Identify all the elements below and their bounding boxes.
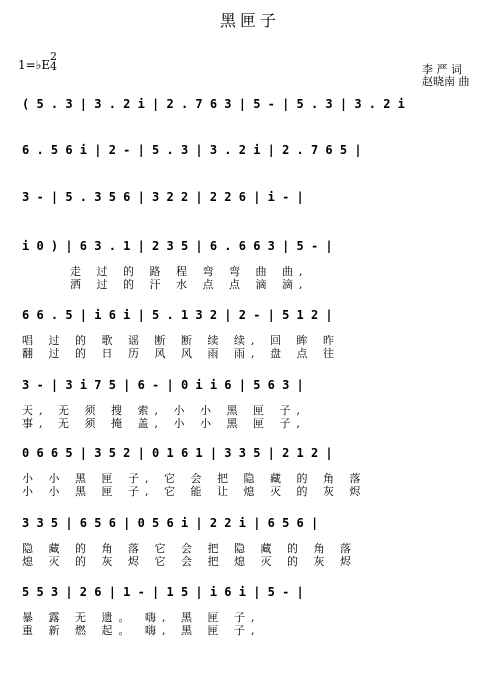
score-line [0, 446, 500, 502]
notation-row: i 0 ) | 6 3 . 1 | 2 3 5 | 6 . 6 6 3 | 5 - | [22, 239, 333, 253]
score-line [0, 378, 500, 434]
lyric-verse-2: 事, 无 须 掩 盖, 小 小 黑 匣 子, [22, 417, 306, 430]
score-line [0, 585, 500, 641]
lyric-verse-2: 洒 过 的 汗 水 点 点 滴 滴, [70, 278, 309, 291]
score-line [0, 308, 500, 364]
composer-credit: 赵晓南 曲 [422, 75, 470, 88]
lyric-verse-1: 隐 藏 的 角 落 它 会 把 隐 藏 的 角 落 [22, 542, 357, 555]
lyric-verse-2: 熄 灭 的 灰 烬 它 会 把 熄 灭 的 灰 烬 [22, 555, 357, 568]
notation-row: ( 5 . 3 | 3 . 2 i | 2 . 7 6 3 | 5 - | 5 . 3 | 3 . 2 i [22, 97, 405, 111]
score-line [0, 190, 500, 246]
notation-row: 6 6 . 5 | i 6 i | 5 . 1 3 2 | 2 - | 5 1 2 | [22, 308, 333, 322]
lyric-verse-1: 唱 过 的 歌 谣 断 断 续 续, 回 眸 昨 [22, 334, 340, 347]
notation-row: 3 - | 5 . 3 5 6 | 3 2 2 | 2 2 6 | i - | [22, 190, 304, 204]
score-line [0, 239, 500, 295]
lyric-verse-2: 翻 过 的 日 历 风 风 雨 雨, 盘 点 往 [22, 347, 340, 360]
time-signature [50, 52, 57, 72]
notation-row: 3 3 5 | 6 5 6 | 0 5 6 i | 2 2 i | 6 5 6 | [22, 516, 319, 530]
lyricist-credit: 李 严 词 [422, 63, 462, 76]
lyric-verse-1: 小 小 黑 匣 子, 它 会 把 隐 藏 的 角 落 [22, 472, 367, 485]
song-title: 黑匣子 [219, 11, 280, 30]
notation-row: 0 6 6 5 | 3 5 2 | 0 1 6 1 | 3 3 5 | 2 1 2 | [22, 446, 333, 460]
key-signature: 1=♭E [18, 58, 51, 72]
score-line [0, 516, 500, 572]
lyric-verse-1: 天, 无 须 搜 索, 小 小 黑 匣 子, [22, 404, 306, 417]
lyric-verse-2: 重 新 燃 起。 嗨, 黑 匣 子, [22, 624, 261, 637]
credits [422, 64, 470, 88]
lyric-verse-2: 小 小 黑 匣 子, 它 能 让 熄 灭 的 灰 烬 [22, 485, 367, 498]
lyric-verse-1: 暴 露 无 遗。 嗨, 黑 匣 子, [22, 611, 261, 624]
meter-bottom: 4 [50, 60, 57, 73]
meter-top: 2 [50, 50, 57, 63]
notation-row: 3 - | 3 i 7 5 | 6 - | 0 i i 6 | 5 6 3 | [22, 378, 304, 392]
notation-row: 6 . 5 6 i | 2 - | 5 . 3 | 3 . 2 i | 2 . 7 6 5 | [22, 143, 362, 157]
notation-row: 5 5 3 | 2 6 | 1 - | 1 5 | i 6 i | 5 - | [22, 585, 304, 599]
lyric-verse-1: 走 过 的 路 程 弯 弯 曲 曲, [70, 265, 309, 278]
